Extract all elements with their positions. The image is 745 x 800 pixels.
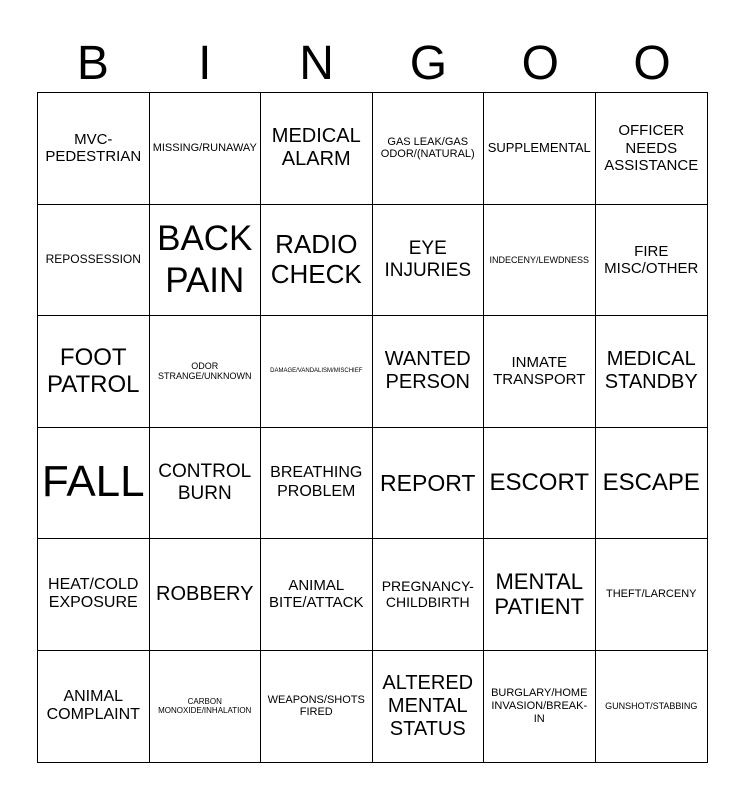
bingo-cell[interactable]: ROBBERY <box>150 539 262 651</box>
bingo-cell[interactable]: THEFT/LARCENY <box>596 539 708 651</box>
bingo-cell[interactable]: FALL <box>38 428 150 540</box>
bingo-header <box>37 36 708 92</box>
bingo-cell[interactable]: FOOT PATROL <box>38 316 150 428</box>
bingo-cell[interactable]: SUPPLEMENTAL <box>484 93 596 205</box>
header-letter-g: G <box>409 37 448 90</box>
bingo-cell[interactable]: INMATE TRANSPORT <box>484 316 596 428</box>
header-letter-o: O <box>521 37 559 90</box>
bingo-cell[interactable]: HEAT/COLD EXPOSURE <box>38 539 150 651</box>
bingo-cell[interactable]: CARBON MONOXIDE/INHALATION <box>150 651 262 763</box>
bingo-cell[interactable]: BACK PAIN <box>150 205 262 317</box>
bingo-cell[interactable]: EYE INJURIES <box>373 205 485 317</box>
bingo-cell[interactable]: WEAPONS/SHOTS FIRED <box>261 651 373 763</box>
bingo-cell[interactable]: MEDICAL ALARM <box>261 93 373 205</box>
bingo-cell[interactable]: INDECENY/LEWDNESS <box>484 205 596 317</box>
bingo-cell[interactable]: BURGLARY/HOME INVASION/BREAK-IN <box>484 651 596 763</box>
bingo-cell[interactable]: WANTED PERSON <box>373 316 485 428</box>
bingo-cell[interactable]: MVC-PEDESTRIAN <box>38 93 150 205</box>
bingo-cell[interactable]: ALTERED MENTAL STATUS <box>373 651 485 763</box>
bingo-cell[interactable]: GUNSHOT/STABBING <box>605 701 698 712</box>
bingo-cell[interactable]: REPOSSESSION <box>38 205 150 317</box>
bingo-cell[interactable]: PREGNANCY-CHILDBIRTH <box>373 539 485 651</box>
bingo-cell[interactable]: FIRE MISC/OTHER <box>596 205 708 317</box>
bingo-cell[interactable]: GAS LEAK/GAS ODOR/(NATURAL) <box>373 93 485 205</box>
bingo-cell[interactable]: ESCAPE <box>596 428 708 540</box>
bingo-cell[interactable]: REPORT <box>373 428 485 540</box>
bingo-cell[interactable]: MEDICAL STANDBY <box>596 316 708 428</box>
bingo-cell[interactable]: CONTROL BURN <box>150 428 262 540</box>
bingo-board <box>37 92 708 763</box>
bingo-cell[interactable]: ESCORT <box>484 428 596 540</box>
bingo-cell[interactable]: OFFICER NEEDS ASSISTANCE <box>596 93 708 205</box>
bingo-cell[interactable]: ODOR STRANGE/UNKNOWN <box>150 316 262 428</box>
header-letter-i: I <box>198 37 212 90</box>
bingo-cell[interactable]: ANIMAL BITE/ATTACK <box>261 539 373 651</box>
bingo-cell[interactable]: RADIO CHECK <box>261 205 373 317</box>
bingo-cell[interactable]: ANIMAL COMPLAINT <box>38 651 150 763</box>
bingo-cell[interactable]: MISSING/RUNAWAY <box>150 93 262 205</box>
header-letter-b: B <box>76 37 109 90</box>
header-letter-o-2: O <box>633 37 671 90</box>
bingo-cell[interactable]: MENTAL PATIENT <box>484 539 596 651</box>
header-letter-n: N <box>299 37 334 90</box>
bingo-cell[interactable]: DAMAGE/VANDALISM/MISCHIEF <box>261 316 373 428</box>
bingo-cell[interactable]: BREATHING PROBLEM <box>261 428 373 540</box>
